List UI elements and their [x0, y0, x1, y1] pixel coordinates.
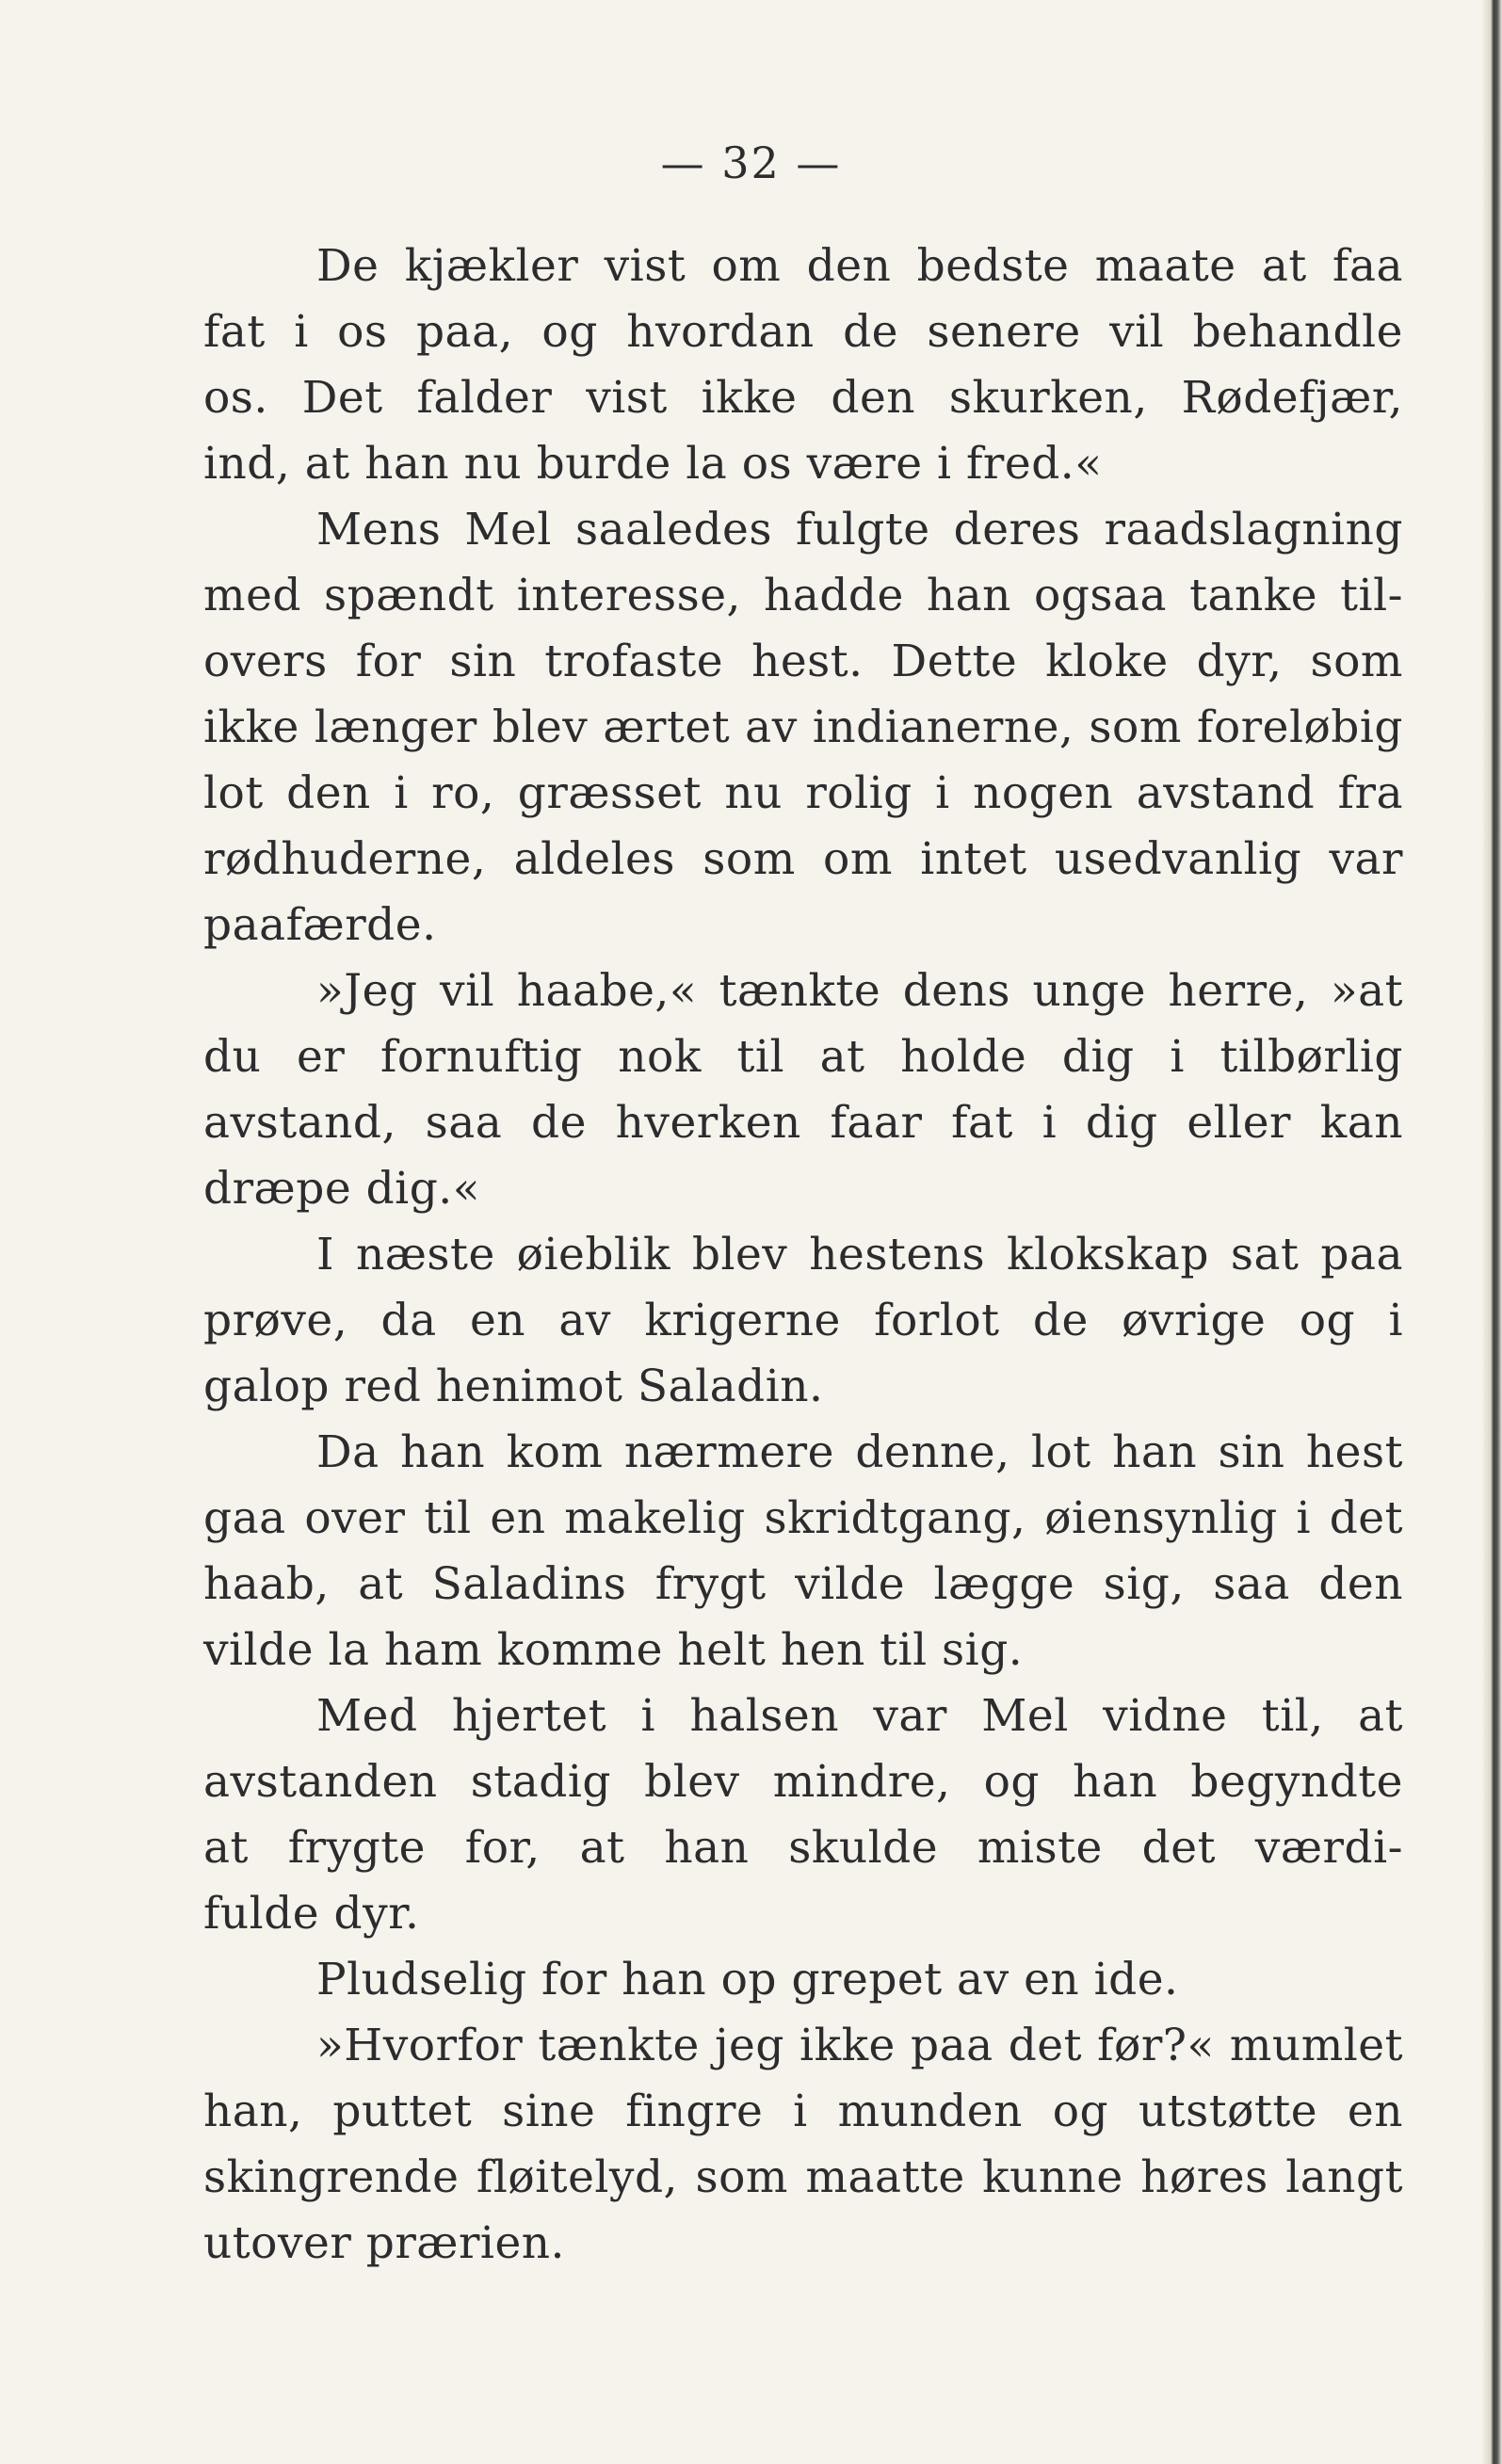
text-line: avstand, saa de hverken faar fat i dig eller kan: [203, 1097, 1403, 1149]
text-line: ind, at han nu burde la os være i fred.«: [203, 438, 1103, 490]
text-line: I næste øieblik blev hestens klokskap sat paa: [316, 1229, 1403, 1280]
text-line: rødhuderne, aldeles som om intet usedvanlig var: [203, 833, 1403, 885]
text-line: han, puttet sine fingre i munden og utstøtte en: [203, 2086, 1403, 2137]
text-line: fulde dyr.: [203, 1888, 420, 1940]
page-edge: [1483, 0, 1502, 2464]
text-line: »Jeg vil haabe,« tænkte dens unge herre, »at: [316, 965, 1403, 1017]
text-line: vilde la ham komme helt hen til sig.: [203, 1624, 1024, 1676]
text-line: Mens Mel saaledes fulgte deres raadslagning: [316, 504, 1403, 556]
text-line: os. Det falder vist ikke den skurken, Rødefjær,: [203, 372, 1403, 424]
text-line: paafærde.: [203, 899, 437, 951]
text-line: »Hvorfor tænkte jeg ikke paa det før?« mumlet: [316, 2020, 1403, 2071]
text-line: galop red henimot Saladin.: [203, 1361, 824, 1412]
text-line: at frygte for, at han skulde miste det værdi-: [203, 1822, 1403, 1874]
body-text: [203, 234, 1403, 2277]
text-line: skingrende fløitelyd, som maatte kunne høres langt: [203, 2151, 1403, 2203]
text-line: Med hjertet i halsen var Mel vidne til, at: [316, 1690, 1403, 1742]
text-line: De kjækler vist om den bedste maate at faa: [316, 240, 1403, 292]
text-line: overs for sin trofaste hest. Dette kloke dyr, som: [203, 636, 1403, 687]
text-line: dræpe dig.«: [203, 1163, 480, 1215]
text-line: med spændt interesse, hadde han ogsaa tanke til-: [203, 570, 1403, 621]
text-line: gaa over til en makelig skridtgang, øiensynlig i det: [203, 1492, 1403, 1544]
text-line: prøve, da en av krigerne forlot de øvrige og i: [203, 1295, 1403, 1346]
text-line: lot den i ro, græsset nu rolig i nogen avstand fra: [203, 767, 1403, 819]
text-line: fat i os paa, og hvordan de senere vil behandle: [203, 306, 1403, 358]
text-line: ikke længer blev ærtet av indianerne, som foreløbig: [203, 701, 1403, 753]
text-line: du er fornuftig nok til at holde dig i tilbørlig: [203, 1031, 1403, 1083]
text-line: avstanden stadig blev mindre, og han begyndte: [203, 1756, 1403, 1808]
text-line: utover prærien.: [203, 2217, 565, 2269]
text-line: Pludselig for han op grepet av en ide.: [316, 1954, 1179, 2005]
text-line: haab, at Saladins frygt vilde lægge sig, saa den: [203, 1558, 1403, 1610]
text-line: Da han kom nærmere denne, lot han sin hest: [316, 1426, 1403, 1478]
page-number: — 32 —: [660, 137, 842, 188]
